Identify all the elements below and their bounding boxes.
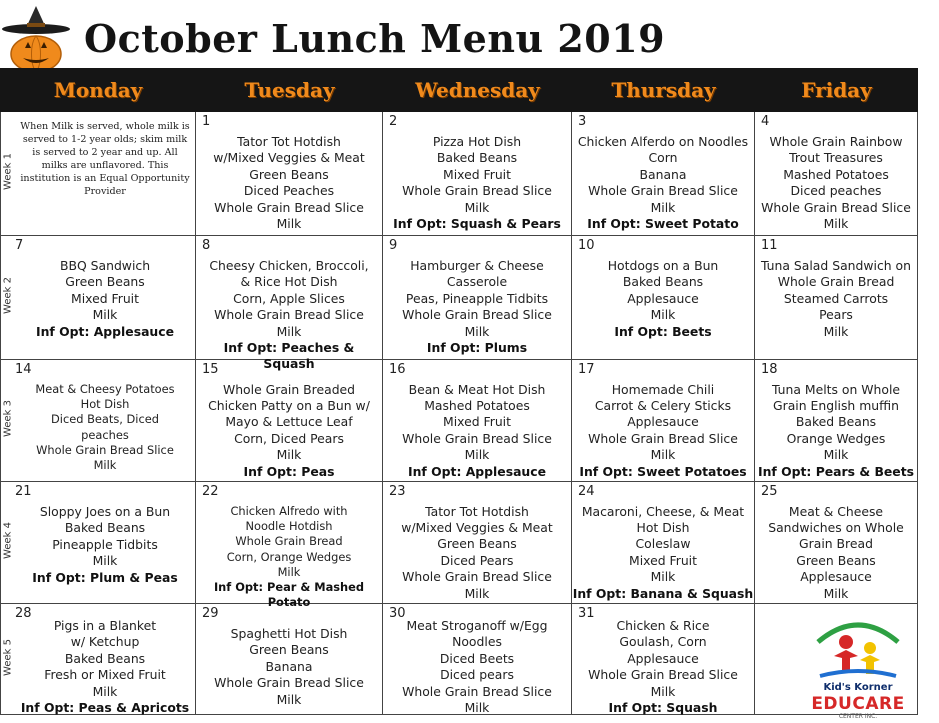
menu-item: Grain Bread [799,536,873,552]
week-label: Week 4 [2,522,14,559]
menu-items [196,504,382,610]
day-cell-week3-monday [0,360,196,482]
day-number: 2 [389,114,398,129]
menu-item: Steamed Carrots [783,290,889,306]
day-number: 29 [202,606,219,621]
day-cell-week4-friday [755,482,918,604]
menu-items [572,382,754,480]
day-cell-week4-thursday [572,482,755,604]
day-header-tuesday: Tuesday [244,78,335,102]
menu-item: Orange Wedges [786,430,886,446]
day-number: 16 [389,362,406,377]
menu-item: Milk [650,447,676,463]
menu-item: Milk [276,691,302,707]
menu-item: Baked Beans [622,274,704,290]
menu-item: Milk [276,447,302,463]
menu-item: Sloppy Joes on a Bun [39,504,171,519]
logo-text-kids-korner: Kid's Korner [823,682,893,693]
day-header-friday: Friday [801,78,872,102]
menu-item: Baked Beans [795,414,877,430]
menu-item: Tuna Salad Sandwich on [760,258,911,273]
infant-option: Inf Opt: Pear & Mashed Potato [213,580,365,610]
menu-item: Corn [648,150,678,166]
menu-items [15,382,195,473]
menu-item: Milk [464,323,490,339]
infant-option: Inf Opt: Beets [614,323,712,339]
menu-item: Baked Beans [436,150,518,166]
menu-item: w/Mixed Veggies & Meat [213,150,365,166]
infant-option: Inf Opt: Sweet Potatoes [579,463,747,479]
menu-item: Diced peaches [790,183,882,199]
menu-item: Corn, Orange Wedges [226,549,352,564]
menu-item: Pizza Hot Dish [432,134,522,149]
day-header-thursday: Thursday [611,78,716,102]
infant-option: Inf Opt: Peaches & Squash [223,340,355,372]
logo-text-center: CENTER INC. [838,713,878,720]
menu-item: Sandwiches on Whole [768,520,904,535]
day-cell-week4-wednesday [383,482,572,604]
menu-item: Diced Pears [440,552,514,568]
menu-item: Mixed Fruit [71,290,139,306]
menu-item: Whole Grain Bread [235,534,343,549]
menu-item: Hotdogs on a Bun [607,258,719,273]
menu-item: Banana [639,166,687,182]
menu-item: w/ Ketchup [70,634,140,650]
day-cell-week2-thursday [572,236,755,360]
menu-items [15,258,195,340]
menu-items [196,382,382,480]
infant-option: Inf Opt: Plums [426,340,528,356]
day-number: 10 [578,238,595,253]
menu-item: Chicken Alfredo with [230,504,348,518]
menu-item: Baked Beans [64,650,146,666]
menu-item: Banana [265,658,313,674]
infant-option: Inf Opt: Squash & Pears [393,216,561,232]
day-number: 23 [389,484,406,499]
menu-item: Green Beans [249,166,329,182]
menu-item: Cheesy Chicken, Broccoli, [209,258,369,273]
menu-items [383,382,571,480]
day-number: 15 [202,362,219,377]
day-number: 3 [578,114,587,129]
infant-option: Inf Opt: Sweet Potato [587,216,739,232]
menu-item: Tuna Melts on Whole [771,381,901,397]
infant-option: Inf Opt: Banana & Squash [572,585,754,601]
menu-item: Milk [823,216,849,232]
menu-item: Whole Grain Bread [777,274,895,290]
day-header-wednesday: Wednesday [415,78,540,102]
menu-item: Green Beans [249,642,329,658]
day-cell-week5-monday [0,604,196,715]
menu-items [755,134,917,232]
day-number: 18 [761,362,778,377]
day-number: 1 [202,114,211,129]
day-number: 11 [761,238,778,253]
day-number: 14 [15,362,32,377]
menu-items [196,134,382,232]
menu-items [755,258,917,340]
menu-item: Mashed Potatoes [424,398,530,413]
menu-items [572,134,754,232]
menu-item: Whole Grain Bread Slice [402,307,552,323]
menu-item: Milk [650,569,676,585]
menu-item: Milk [464,585,490,601]
menu-item: Milk [823,447,849,463]
menu-item: Applesauce [627,290,699,306]
infant-option: Inf Opt: Applesauce [407,463,546,479]
menu-item: Mixed Fruit [629,552,697,568]
menu-item: Milk [650,199,676,215]
day-number: 30 [389,606,406,621]
day-number: 31 [578,606,595,621]
menu-item: Whole Grain Bread Slice [214,675,364,691]
week-label: Week 5 [2,638,14,676]
menu-item: Green Beans [65,274,145,290]
day-number: 25 [761,484,778,499]
menu-item: Pigs in a Blanket [53,618,157,633]
menu-item: Milk [823,585,849,601]
day-cell-week3-wednesday [383,360,572,482]
pumpkin-witch-hat-icon [0,4,72,74]
menu-items [383,258,571,356]
menu-item: Applesauce [627,650,699,666]
infant-option: Inf Opt: Plum & Peas [32,569,178,585]
menu-item: Corn, Diced Pears [234,430,344,446]
menu-items [383,618,571,716]
menu-item: Milk [277,564,301,579]
menu-item: Mayo & Lettuce Leaf [225,414,353,430]
day-cell-week3-thursday [572,360,755,482]
menu-items [196,626,382,708]
day-cell-week2-friday [755,236,918,360]
menu-item: Diced Beats, Diced [51,412,159,427]
menu-item: Whole Grain Bread Slice [402,569,552,585]
day-cell-week1-thursday [572,112,755,236]
menu-item: Whole Grain Bread Slice [588,183,738,199]
menu-item: Milk [92,683,118,699]
menu-item: peaches [81,427,129,442]
day-cell-week2-wednesday [383,236,572,360]
menu-item: Whole Grain Bread Slice [36,442,174,457]
menu-item: Hamburger & Cheese [410,258,544,273]
day-header-monday: Monday [53,78,143,102]
menu-items [383,134,571,232]
menu-item: Chicken Patty on a Bun w/ [208,398,370,413]
menu-item: Pears [819,307,853,323]
menu-item: Milk [650,683,676,699]
menu-items [383,504,571,602]
menu-item: Whole Grain Bread Slice [761,199,911,215]
menu-items [572,618,754,716]
day-cell-week4-tuesday [196,482,383,610]
menu-item: Tator Tot Hotdish [237,134,341,149]
day-cell-week2-monday [0,236,196,360]
menu-items [572,504,754,602]
day-number: 7 [15,238,24,253]
day-number: 9 [389,238,398,253]
infant-option: Inf Opt: Peas & Apricots [20,700,190,716]
day-number: 8 [202,238,211,253]
menu-item: Noodles [452,634,502,650]
week-label: Week 1 [2,153,14,190]
menu-item: Milk [276,216,302,232]
menu-items [196,258,382,373]
menu-item: Mashed Potatoes [783,166,889,182]
title-area [0,0,939,68]
menu-items [572,258,754,340]
menu-item: Hot Dish [80,397,130,412]
day-cell-week5-wednesday [383,604,572,715]
menu-item: Fresh or Mixed Fruit [44,667,166,683]
day-cell-week5-tuesday [196,604,383,715]
menu-item: Grain English muffin [773,398,899,413]
milk-notice: When Milk is served, whole milk is served to 1-2 year olds; skim milk is served to 2 year and up. All milks are unflavored. This institution is an Equal Opportunity Provider [20,121,190,197]
menu-item: Diced Peaches [243,183,335,199]
menu-item: Baked Beans [64,520,146,536]
kids-korner-logo [806,612,910,720]
menu-item: Milk [92,553,118,569]
menu-item: Whole Grain Bread Slice [402,430,552,446]
menu-item: Trout Treasures [789,150,883,166]
menu-item: Whole Grain Breaded [222,381,356,397]
page-title: October Lunch Menu 2019 [84,16,666,61]
week-label: Week 2 [2,277,14,314]
menu-item: Mixed Fruit [443,414,511,430]
menu-item: Green Beans [796,552,876,568]
menu-item: Whole Grain Rainbow [769,134,903,149]
infant-option: Inf Opt: Peas [243,463,335,479]
menu-item: Noodle Hotdish [245,519,333,534]
menu-item: Goulash, Corn [619,634,707,650]
menu-item: Whole Grain Bread Slice [214,199,364,215]
menu-item: Pineapple Tidbits [52,536,158,552]
menu-item: Macaroni, Cheese, & Meat [581,503,745,519]
day-cell-week4-monday [0,482,196,604]
menu-items [755,504,917,602]
menu-items [15,504,195,586]
menu-item: Coleslaw [635,536,691,552]
day-header-bar [0,68,918,112]
menu-item: Green Beans [437,536,517,552]
menu-item: Milk [276,323,302,339]
menu-item: Casserole [446,274,508,290]
menu-items [15,618,195,716]
menu-item: Hot Dish [636,520,690,535]
day-cell-week1-wednesday [383,112,572,236]
day-cell-week3-friday [755,360,918,482]
menu-item: Whole Grain Bread Slice [588,430,738,446]
infant-option: Inf Opt: Applesauce [35,323,174,339]
menu-item: Chicken Alferdo on Noodles [577,134,749,149]
day-cell-week1-friday [755,112,918,236]
menu-item: Peas, Pineapple Tidbits [405,290,549,306]
menu-item: Milk [823,323,849,339]
menu-item: Chicken & Rice [616,618,710,633]
menu-item: Milk [650,307,676,323]
menu-item: Milk [464,447,490,463]
menu-item: Applesauce [800,569,872,585]
menu-item: Meat & Cheese [788,503,884,519]
menu-item: Milk [464,199,490,215]
menu-item: Whole Grain Bread Slice [402,183,552,199]
day-number: 24 [578,484,595,499]
logo-figures-icon [806,612,910,682]
menu-items [755,382,917,480]
menu-item: Tator Tot Hotdish [425,503,529,519]
day-cell-week3-tuesday [196,360,383,482]
day-number: 17 [578,362,595,377]
day-cell-week5-thursday [572,604,755,715]
day-number: 28 [15,606,32,621]
menu-item: Meat Stroganoff w/Egg [406,618,548,633]
day-number: 4 [761,114,770,129]
menu-item: BBQ Sandwich [59,258,151,273]
menu-item: Diced pears [440,667,514,683]
menu-item: & Rice Hot Dish [240,274,338,290]
menu-item: Diced Beets [439,650,515,666]
infant-option: Inf Opt: Squash [608,700,718,716]
menu-item: Corn, Apple Slices [233,290,345,306]
menu-grid [0,112,918,715]
menu-item: Carrot & Celery Sticks [594,398,732,413]
menu-item: Spaghetti Hot Dish [230,626,348,641]
day-cell-week1-monday [0,112,196,236]
menu-item: Homemade Chili [611,381,715,397]
menu-item: Whole Grain Bread Slice [214,307,364,323]
day-number: 21 [15,484,32,499]
day-cell-week1-tuesday [196,112,383,236]
menu-item: w/Mixed Veggies & Meat [401,520,553,535]
day-number: 22 [202,484,219,499]
menu-item: Applesauce [627,414,699,430]
menu-item: Milk [92,307,118,323]
menu-item: Milk [93,458,117,473]
infant-option: Inf Opt: Pears & Beets [757,463,915,479]
menu-item: Milk [464,700,490,716]
menu-item: Meat & Cheesy Potatoes [35,382,175,396]
menu-item: Bean & Meat Hot Dish [408,381,546,397]
week-label: Week 3 [2,400,14,437]
menu-item: Whole Grain Bread Slice [588,667,738,683]
logo-text-educare: EDUCARE [811,694,905,714]
menu-item: Mixed Fruit [443,166,511,182]
menu-item: Whole Grain Bread Slice [402,683,552,699]
